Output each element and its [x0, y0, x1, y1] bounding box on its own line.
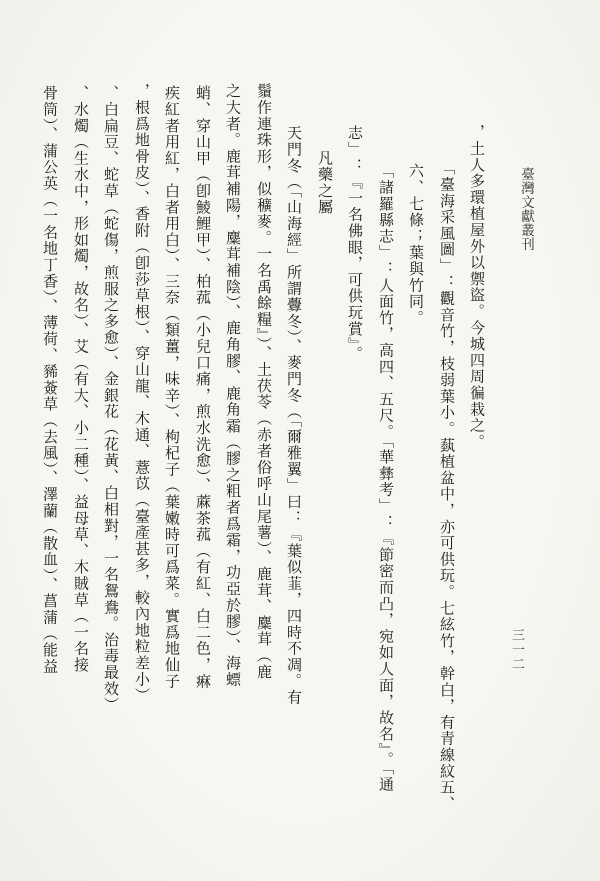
- text-column-7: 天門冬（「山海經」所謂虋冬）、麥門冬（「爾雅翼」曰：『葉似韮，四時不凋。有: [285, 125, 303, 706]
- text-column-11: 疾紅者用紅，白者用白）、三奈（類薑，味辛）、枸杞子（葉嫩時可爲菜。實爲地仙子: [163, 85, 181, 690]
- series-title: 臺灣文獻叢刊: [518, 167, 534, 251]
- text-column-13: 、白扁豆、蛇草（蛇傷，煎服之多愈）、金銀花（花黃、白相對，一名鴛鴦。治毒最效）: [102, 85, 120, 714]
- text-column-5: 志」：『一名佛眼，可供玩賞』。: [346, 125, 364, 362]
- text-column-3: 六、七條；葉與竹同。: [407, 163, 425, 326]
- text-column-14: 、水燭（生水中，形如燭，故名）、艾（有大、小二種）、益母草、木賊草（一名接: [72, 85, 90, 674]
- text-column-9: 之大者。鹿茸補陽，麋茸補陰）、鹿角膠、鹿角霜（膠之粗者爲霜，功亞於膠）、海螵: [224, 83, 242, 688]
- text-column-8: 鬚作連珠形，似穬麥。一名禹餘糧』）、土茯苓（赤者俗呼山尾薯）、鹿茸、麋茸（鹿: [255, 83, 273, 680]
- text-column-1: ，土人多環植屋外以禦盜。今城四周徧栽之。: [468, 124, 486, 450]
- text-column-4: 「諸羅縣志」：人面竹，高四、五尺。「華彝考」：『節密而凸，宛如人面，故名』。「通: [377, 163, 395, 793]
- section-heading: 凡藥之屬: [316, 150, 334, 216]
- text-column-10: 蛸、穿山甲（卽鯪鯉甲）、柏菰（小兒口痛，煎水洗愈）、蔴茶菰（有紅、白二色，痳: [194, 85, 212, 690]
- text-column-12: ，根爲地骨皮）、香附（卽莎草根）、穿山龍、木通、薏苡（臺產甚多，較內地粒差小）: [133, 83, 151, 704]
- text-column-2: 「臺海采風圖」：觀音竹，枝弱葉小。蓺植盆中，亦可供玩。七絃竹，幹白，有青線紋五、: [438, 160, 456, 812]
- page-number: 三一二: [509, 628, 524, 672]
- text-column-15: 骨筒）、蒲公英（一名地丁香）、薄荷、豨薟草（去風）、澤蘭（散血）、菖蒲（能益: [41, 85, 59, 675]
